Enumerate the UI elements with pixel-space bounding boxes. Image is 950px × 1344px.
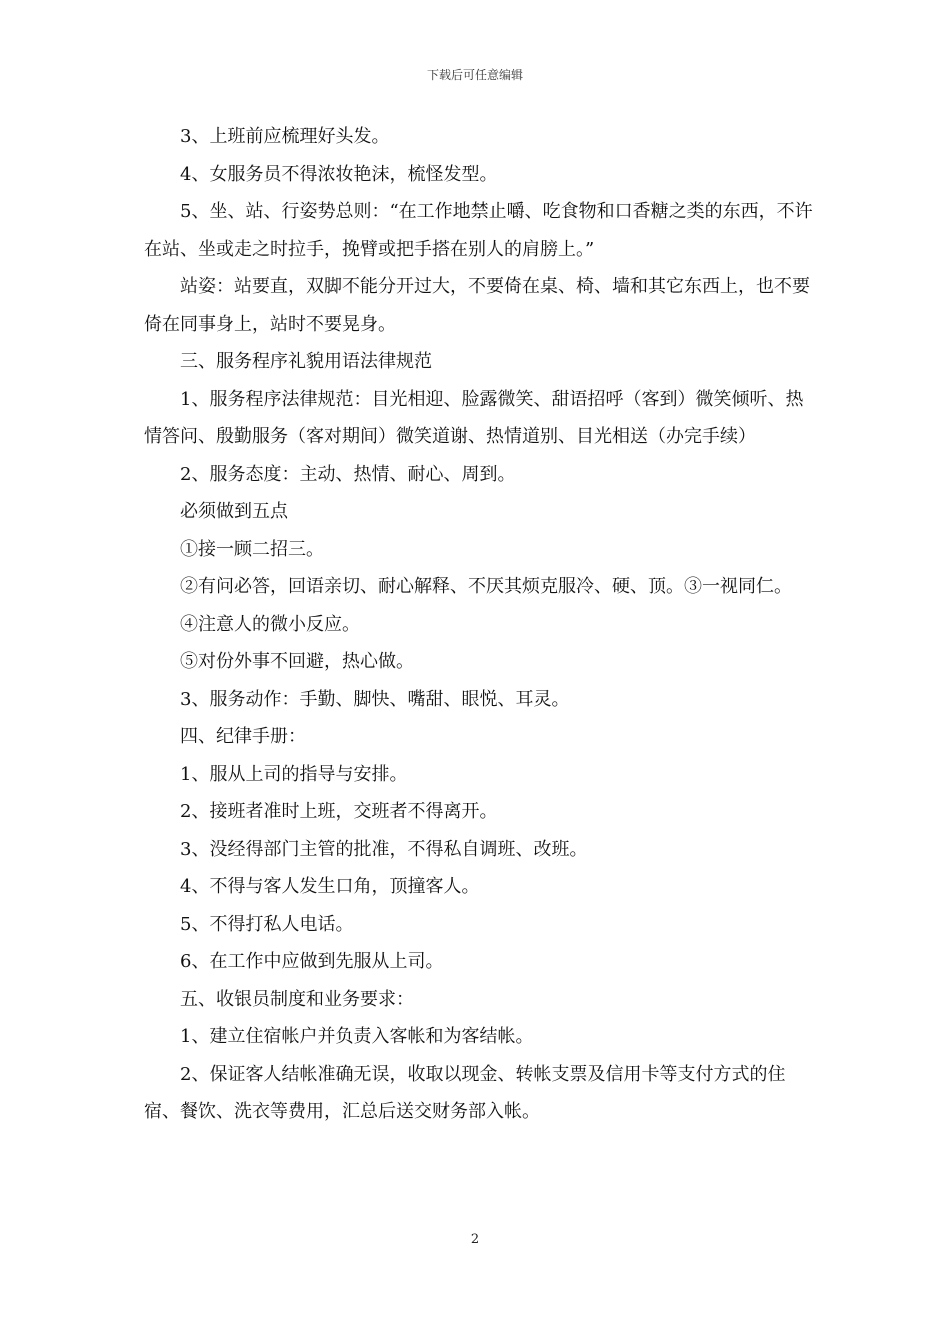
list-item: 1、建立住宿帐户并负责入客帐和为客结帐。: [180, 1026, 534, 1047]
document-body: [144, 118, 816, 1131]
list-item: 2、保证客人结帐准确无误，收取以现金、转帐支票及信用卡等支付方式的住宿、餐饮、洗衣等费用，汇总后送交财务部入帐。: [144, 1063, 786, 1122]
list-item: ⑤对份外事不回避，热心做。: [180, 651, 414, 672]
section-heading: 四、纪律手册：: [180, 726, 306, 747]
paragraph: 3、服务动作：手勤、脚快、嘴甜、眼悦、耳灵。: [180, 688, 570, 710]
list-item: ①接一顾二招三。: [180, 538, 324, 560]
paragraph: 5、坐、站、行姿势总则：“在工作地禁止嚼、吃食物和口香糖之类的东西，不许在站、坐或走之时拉手，挽臂或把手搭在别人的肩膀上。”: [144, 201, 813, 260]
list-item: ④注意人的微小反应。: [180, 613, 360, 635]
list-item: 5、不得打私人电话。: [180, 913, 354, 935]
section-heading: 五、收银员制度和业务要求：: [180, 988, 414, 1010]
list-item: 4、不得与客人发生口角，顶撞客人。: [180, 876, 480, 897]
list-item: 3、没经得部门主管的批准，不得私自调班、改班。: [180, 838, 588, 860]
list-item: 1、服从上司的指导与安排。: [180, 763, 408, 785]
paragraph: 必须做到五点: [180, 501, 288, 522]
paragraph: 站姿：站要直，双脚不能分开过大，不要倚在桌、椅、墙和其它东西上，也不要倚在同事身上，站时不要晃身。: [144, 276, 810, 335]
paragraph: 1、服务程序法律规范：目光相迎、脸露微笑、甜语招呼（客到）微笑倾听、热情答问、殷勤服务（客对期间）微笑道谢、热情道别、目光相送（办完手续）: [144, 388, 804, 447]
page-header: 下载后可任意编辑: [426, 68, 523, 82]
paragraph: 3、上班前应梳理好头发。: [180, 126, 390, 147]
paragraph: 4、女服务员不得浓妆艳沫，梳怪发型。: [180, 163, 498, 185]
list-item: ②有问必答，回语亲切、耐心解释、不厌其烦克服冷、硬、顶。③一视同仁。: [180, 576, 792, 597]
list-item: 2、接班者准时上班，交班者不得离开。: [180, 801, 498, 822]
list-item: 6、在工作中应做到先服从上司。: [180, 951, 444, 972]
paragraph: 2、服务态度：主动、热情、耐心、周到。: [180, 463, 516, 485]
page-number: 2: [470, 1232, 480, 1247]
section-heading: 三、服务程序礼貌用语法律规范: [180, 351, 432, 372]
